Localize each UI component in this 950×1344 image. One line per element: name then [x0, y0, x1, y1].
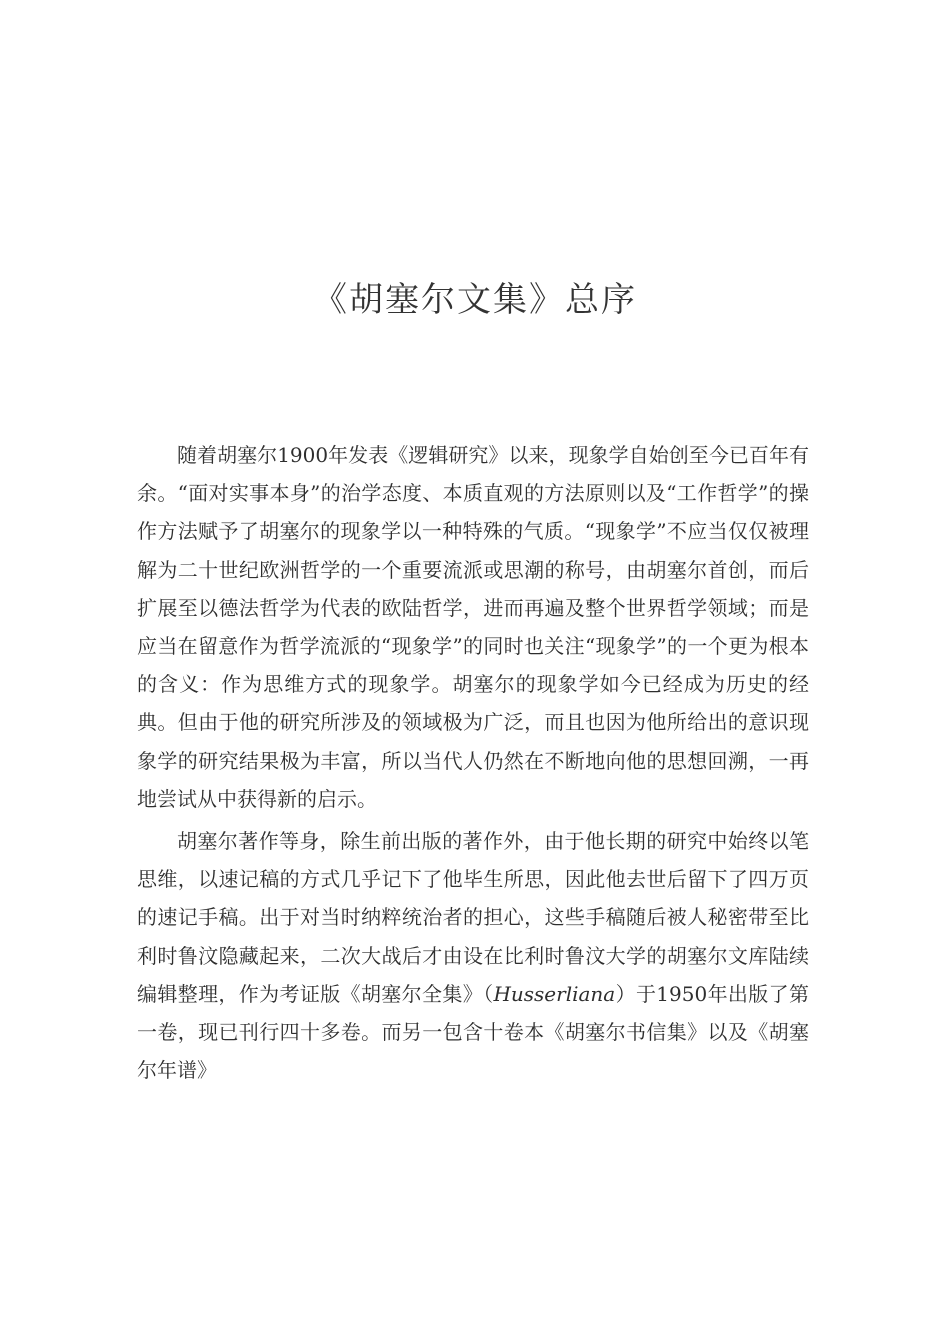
paragraph-1: 随着胡塞尔1900年发表《逻辑研究》以来，现象学自始创至今已百年有余。“面对实事本身”的治学态度、本质直观的方法原则以及“工作哲学”的操作方法赋予了胡塞尔的现象学以一种特殊的气质。“现象学”不应当仅仅被理解为二十世纪欧洲哲学的一个重要流派或思潮的称号，由胡塞尔首创，而后扩展至以德法哲学为代表的欧陆哲学，进而再遍及整个世界哲学领域；而是应当在留意作为哲学流派的“现象学”的同时也关注“现象学”的一个更为根本的含义：作为思维方式的现象学。胡塞尔的现象学如今已经成为历史的经典。但由于他的研究所涉及的领域极为广泛，而且也因为他所给出的意识现象学的研究结果极为丰富，所以当代人仍然在不断地向他的思想回溯，一再地尝试从中获得新的启示。 — [137, 443, 809, 811]
body-text — [137, 436, 809, 1093]
paragraph-2-text-start: 胡塞尔著作等身，除生前出版的著作外，由于他长期的研究中始终以笔思维，以速记稿的方式几乎记下了他毕生所思，因此他去世后留下了四万页的速记手稿。出于对当时纳粹统治者的担心，这些手稿随后被人秘密带至比利时鲁汶隐藏起来，二次大战后才由设在比利时鲁汶大学的胡塞尔文库陆续编辑整理，作为考证版《胡塞尔全集》（ — [137, 829, 809, 1006]
paragraph-2-text-end: ）于1950年出版了第一卷，现已刊行四十多卷。而另一包含十卷本《胡塞尔书信集》以及《胡塞尔年谱》 — [137, 981, 809, 1083]
page-title: 《胡塞尔文集》总序 — [313, 280, 637, 320]
paragraph-2-italic-term: Husserliana — [493, 981, 616, 1006]
paragraph-2 — [137, 822, 809, 1089]
